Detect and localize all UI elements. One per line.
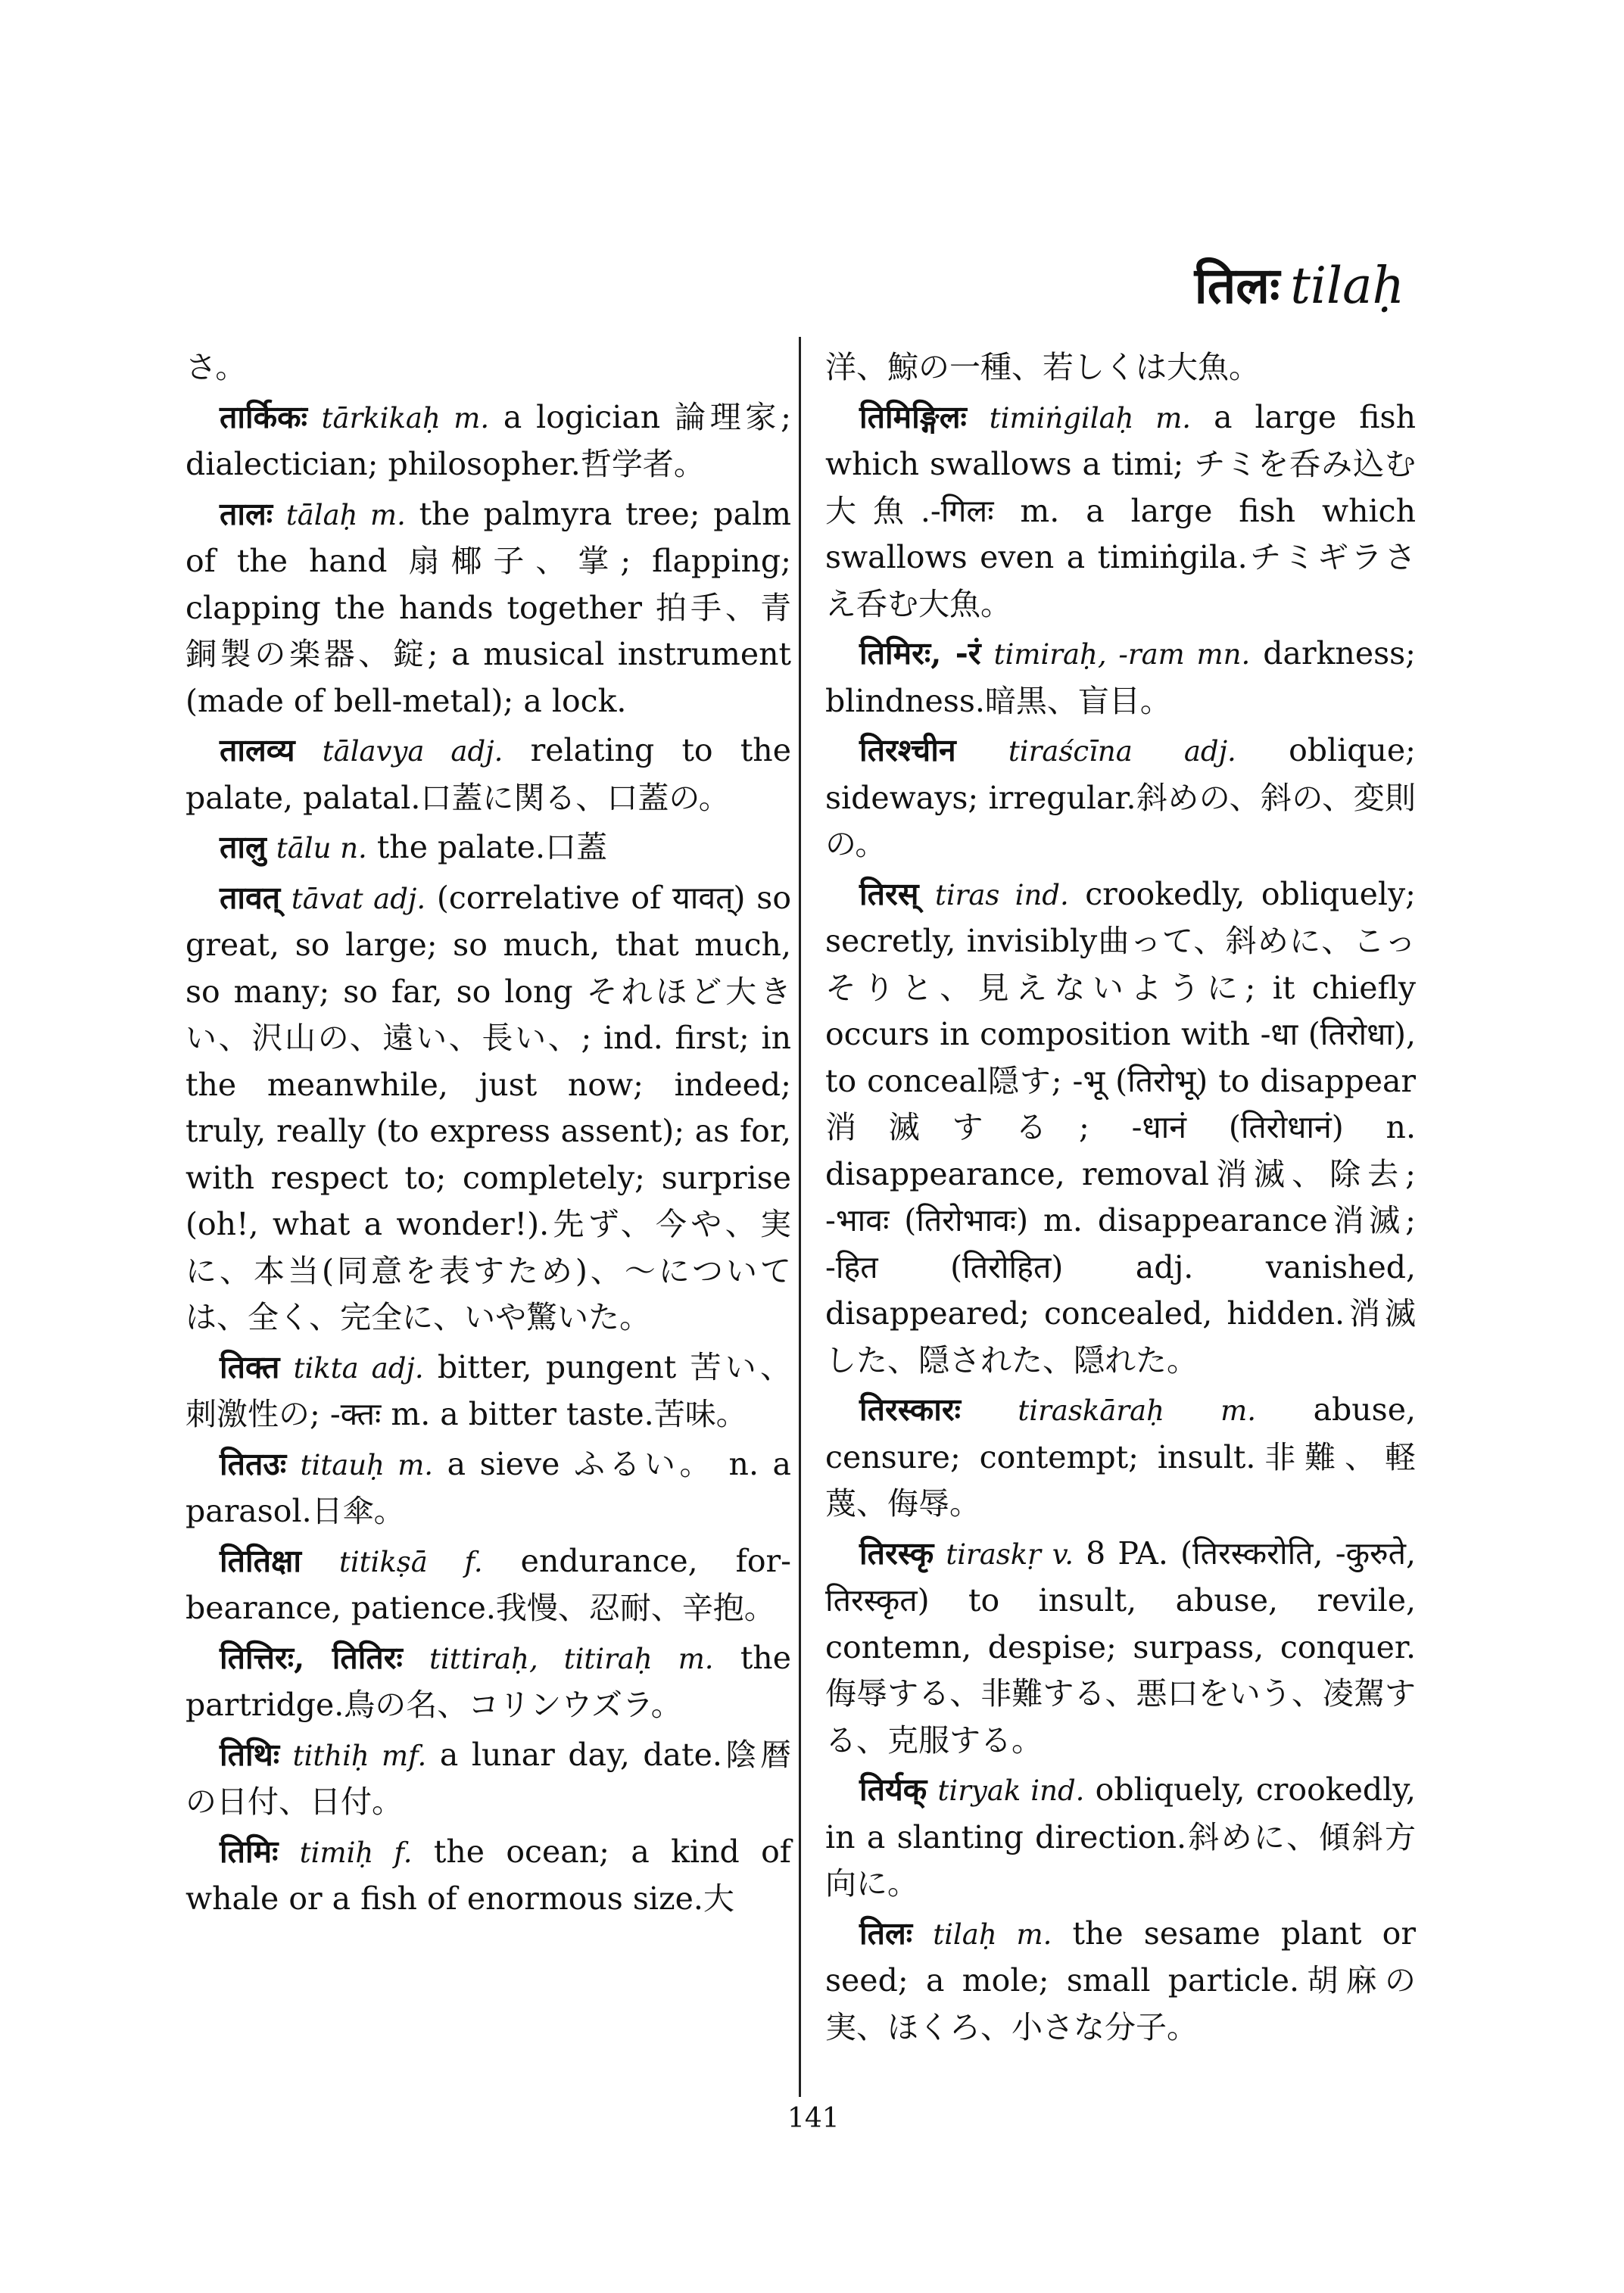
definition-text: crookedly, obliquely; secretly, invisibly曲って、斜めに、こっそりと、見えないように; it chiefly occurs in composition with -धा (तिरोधा), to conceal隠す; -भू (तिरोभू) to disappear消滅する; -धानं (तिरोधानं) n. disappearance, removal消滅、除去; -भावः (तिरोभावः) m. disappearance消滅; -हित (तिरोहित) adj. vanished, disappeared; concealed, hidden.消滅した、隠された、隠れた。 — [825, 875, 1417, 1379]
transliteration: tāvat adj. — [291, 882, 426, 915]
headword: तिक्त — [220, 1348, 280, 1385]
dictionary-entry — [825, 394, 1416, 628]
headword: तिरस् — [859, 875, 919, 912]
definition-text: a logician 論理家; dialectician; philosopher.哲学者。 — [185, 398, 791, 482]
transliteration: tikta adj. — [293, 1351, 424, 1385]
headword: तित्तिरः, तितिरः — [220, 1639, 403, 1676]
dictionary-entry — [185, 1635, 791, 1729]
dictionary-entry — [185, 824, 791, 872]
headword: तिर्यक् — [859, 1771, 927, 1808]
definition-text: 洋、鯨の一種、若しくは大魚。 — [825, 349, 1260, 385]
definition-text: relating to the palate, palatal.口蓋に関る、口蓋の。 — [185, 732, 791, 816]
headword: तितिक्षा — [220, 1542, 301, 1579]
dictionary-entry — [185, 1441, 791, 1535]
definition-text: (correlative of यावत्) so great, so large; so much, that much, so many; so far, so long それほど大きい、沢山の、遠い、長い、; ind. first; in the meanwhile, just now; indeed; truly, really (to express assent); as for, with respect to; completely; surprise (oh!, what a wonder!).先ず、今や、実に、本当(同意を表すため)、〜については、全く、完全に、いや驚いた。 — [185, 879, 792, 1335]
definition-text: a lunar day, date.陰暦の日付、日付。 — [185, 1736, 791, 1820]
headword: तिरस्कारः — [859, 1391, 961, 1428]
headword: तिमिः — [220, 1833, 279, 1870]
dictionary-entry — [825, 1767, 1416, 1908]
dictionary-entry — [185, 1344, 791, 1438]
headword: तालः — [220, 495, 273, 532]
definition-text: the ocean; a kind of whale or a fish of enormous size.大 — [185, 1833, 791, 1917]
transliteration: tiraskāraḥ m. — [1018, 1394, 1257, 1427]
page-number: 141 — [787, 2103, 840, 2134]
definition-text: darkness; blindness.暗黒、盲目。 — [825, 635, 1416, 719]
headword: तार्किकः — [220, 398, 307, 435]
right-column — [825, 344, 1416, 2054]
headword: तिरस्कृ — [859, 1534, 934, 1572]
definition-text: a sieve ふるい。 n. a parasol.日傘。 — [185, 1445, 791, 1529]
headword: तिलः — [859, 1914, 913, 1952]
transliteration: tiras ind. — [934, 878, 1069, 911]
dictionary-entry — [185, 344, 791, 391]
dictionary-entry — [825, 727, 1416, 868]
dictionary-entry — [185, 1732, 791, 1826]
transliteration: tālavya adj. — [322, 735, 503, 768]
definition-text: abuse, censure; contempt; insult.非難、軽蔑、侮辱。 — [825, 1391, 1416, 1522]
running-head-roman: tilaḥ — [1290, 257, 1404, 315]
transliteration: timiṅgilaḥ m. — [989, 401, 1192, 435]
running-head — [1195, 250, 1404, 318]
transliteration: tithiḥ mf. — [292, 1739, 427, 1772]
dictionary-entry — [185, 1829, 791, 1923]
dictionary-entry — [825, 1531, 1416, 1765]
definition-text: さ。 — [185, 349, 247, 385]
definition-text: the partridge.鳥の名、コリンウズラ。 — [185, 1639, 791, 1723]
dictionary-entry — [825, 871, 1416, 1385]
definition-text: oblique; sideways; irregular.斜めの、斜の、変則の。 — [825, 732, 1416, 862]
definition-text: endurance, for- bearance, patience.我慢、忍耐、辛抱。 — [185, 1542, 791, 1626]
transliteration: tittiraḥ, titiraḥ m. — [429, 1642, 714, 1675]
dictionary-entry — [185, 727, 791, 821]
headword: तितउः — [220, 1445, 287, 1482]
transliteration: titauḥ m. — [300, 1448, 434, 1481]
definition-text: obliquely, crookedly, in a slanting direction.斜めに、傾斜方向に。 — [825, 1771, 1416, 1902]
transliteration: timiraḥ, -ram mn. — [993, 638, 1251, 671]
transliteration: tālu n. — [276, 832, 367, 865]
dictionary-entry — [185, 1538, 791, 1632]
transliteration: tiryak ind. — [937, 1774, 1085, 1807]
column-divider — [799, 337, 801, 2097]
transliteration: tālaḥ m. — [285, 498, 406, 531]
dictionary-entry — [185, 394, 791, 488]
headword: तावत् — [220, 879, 281, 916]
dictionary-entry — [825, 1387, 1416, 1528]
dictionary-entry — [185, 875, 791, 1341]
headword: तिमिरः, -रं — [859, 635, 981, 671]
left-column — [185, 344, 791, 1926]
headword: तिमिङ्गिलः — [859, 398, 967, 435]
headword: तिथिः — [220, 1736, 280, 1773]
headword: तालु — [220, 829, 267, 865]
headword: तिरश्चीन — [859, 732, 956, 768]
transliteration: timiḥ f. — [299, 1836, 413, 1869]
transliteration: tilaḥ m. — [933, 1918, 1052, 1951]
transliteration: tiraścīna adj. — [1008, 735, 1236, 768]
definition-text: 8 PA. (तिरस्करोति, -कुरुते, तिरस्कृत) to insult, abuse, revile, contemn, despise; surpass, conquer.侮辱する、非難する、悪口をいう、凌駕する、克服する。 — [825, 1534, 1416, 1759]
definition-text: the palmyra tree; palm of the hand 扇椰子、掌; flapping; clapping the hands together 拍手、青銅製の楽器、錠; a musical instrument (made of bell-metal); a lock. — [185, 495, 791, 719]
dictionary-entry — [185, 491, 791, 725]
definition-text: a large fish which swallows a timi; チミを呑み込む大魚.-गिलः m. a large fish which swallows even a timiṅgila.チミギラさえ呑む大魚。 — [825, 398, 1416, 622]
transliteration: titikṣā f. — [338, 1545, 483, 1578]
definition-text: bitter, pungent 苦い、刺激性の; -क्तः m. a bitter taste.苦味。 — [185, 1348, 791, 1432]
definition-text: the palate.口蓋 — [366, 829, 608, 865]
headword: तालव्य — [220, 732, 295, 768]
transliteration: tiraskṛ v. — [946, 1537, 1074, 1571]
dictionary-entry — [825, 631, 1416, 724]
definition-text: the sesame plant or seed; a mole; small particle.胡麻の実、ほくろ、小さな分子。 — [825, 1914, 1416, 2045]
dictionary-entry — [825, 344, 1416, 391]
dictionary-entry — [825, 1911, 1416, 2052]
running-head-devanagari: तिलः — [1194, 256, 1280, 315]
transliteration: tārkikaḥ m. — [321, 401, 490, 435]
